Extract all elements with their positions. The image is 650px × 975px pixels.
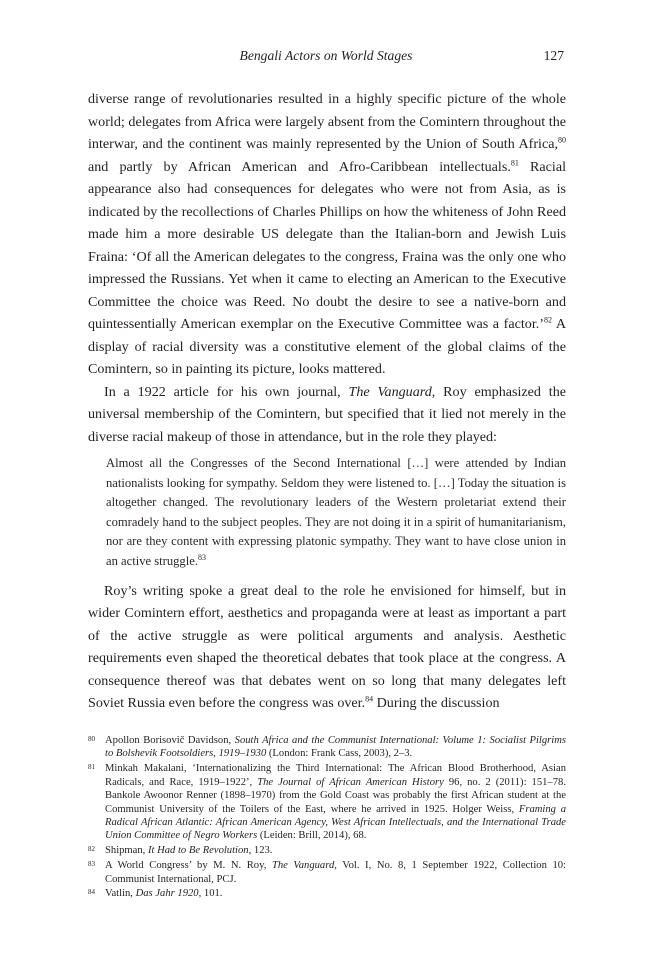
- text-span: Minkah Makalani, ‘Internationalizing the Third International: The African Blood Brotherhood, Asian Radicals, and Race, 1919–1922’,: [105, 763, 566, 788]
- running-title: Bengali Actors on World Stages: [239, 48, 413, 63]
- paragraph: [88, 381, 566, 449]
- footnote: [88, 762, 566, 842]
- text-span: Racial appearance also had consequences for delegates who were not from Asia, as is indicated by the recollections of Charles Phillips on how the whiteness of John Reed made him a more desirable US delegate than the Italian-born and Jewish Luis Fraina: ‘Of all the American delegates to the congress, Fraina was the only one who impressed the Russians. Yet when it came to electing an American to the Executive Committee the choice was Reed. No doubt the desire to see a native-born and quintessentially American exemplar on the Executive Committee was a factor.’: [88, 158, 566, 332]
- footnote-number: 82: [88, 845, 95, 854]
- block-quote: [106, 454, 566, 572]
- footnote-ref[interactable]: 82: [543, 315, 552, 325]
- cited-title: The Vanguard: [271, 860, 335, 872]
- page-number: 127: [543, 48, 564, 63]
- main-text: [88, 88, 566, 715]
- text-span: Apollon Borisovič Davidson,: [105, 735, 235, 746]
- text-span: In a 1922 article for his own journal,: [104, 383, 349, 400]
- journal-title: The Vanguard,: [348, 383, 436, 400]
- quote-text: Almost all the Congresses of the Second International […] were attended by Indian nationalists looking for sympathy. Seldom they were listened to. […] Today the situation is altogether changed. The revolutionary leaders of the Western proletariat extend their comradely hand to the subject peoples. They are not doing it in a spirit of humanitarianism, nor are they content with expressing platonic sympathy. They want to have close union in an active struggle.: [106, 456, 566, 568]
- footnote-ref[interactable]: 81: [510, 157, 519, 167]
- text-span: 96, no. 2 (2011): 151–78. Bankole Awoonor Renner (1898–1970) from the Gold Coast was probably the first African student at the Communist University of the Toilers of the East, where he arrived in 1925. Holger Weiss,: [105, 776, 566, 815]
- footnote: [88, 859, 566, 886]
- running-header: [88, 46, 564, 66]
- paragraph: [88, 580, 566, 715]
- footnotes: [88, 734, 566, 902]
- footnote: [88, 844, 566, 857]
- footnote: [88, 734, 566, 761]
- cited-title: Das Jahr 1920: [135, 888, 199, 900]
- cited-title: Framing a Radical African Atlantic: African American Agency, West African Intellectuals, and the International Trade Union Committee of Negro Workers: [105, 803, 566, 842]
- text-span: Roy’s writing spoke a great deal to the role he envisioned for himself, but in wider Comintern effort, aesthetics and propaganda were at least as important a part of the active struggle as were political arguments and analysis. Aesthetic requirements even shaped the theoretical debates that took place at the congress. A consequence thereof was that debates went on so long that many delegates left Soviet Russia even before the congress was over.: [88, 582, 566, 712]
- cited-title: The Journal of African American History: [257, 776, 444, 788]
- footnote-number: 81: [88, 763, 95, 772]
- text-span: Shipman,: [105, 845, 148, 857]
- text-span: A display of racial diversity was a constitutive element of the global claims of the Comintern, so in painting its picture, looks mattered.: [88, 316, 566, 377]
- text-span: Roy emphasized the universal membership of the Comintern, but specified that it lied not merely in the diverse racial makeup of those in attendance, but in the role they played:: [88, 383, 566, 445]
- text-span: , Vol. I, No. 8, 1 September 1922, Collection 10: Communist International, PCJ.: [105, 860, 566, 885]
- footnote-number: 80: [88, 735, 95, 743]
- text-span: diverse range of revolutionaries resulted in a highly specific picture of the whole world; delegates from Africa were largely absent from the Comintern throughout the interwar, and the continent was mainly represented by the Union of South Africa,: [88, 91, 566, 152]
- cited-title: South Africa and the Communist International: Volume 1: Socialist Pilgrims to Bolshevik Footsoldiers, 1919–1930: [105, 735, 567, 760]
- cited-title: It Had to Be Revolution: [147, 845, 249, 857]
- text-span: During the discussion: [373, 695, 500, 712]
- footnote-ref[interactable]: 80: [558, 135, 566, 145]
- text-span: (Leiden: Brill, 2014), 68.: [257, 830, 367, 842]
- text-span: , 123.: [248, 845, 273, 857]
- footnote-number: 83: [88, 860, 95, 869]
- text-span: and partly by African American and Afro-Caribbean intellectuals.: [88, 158, 511, 175]
- paragraph: [88, 88, 566, 381]
- text-span: Vatlin,: [105, 888, 136, 900]
- text-span: (London: Frank Cass, 2003), 2–3.: [266, 748, 413, 760]
- footnote-ref[interactable]: 83: [197, 552, 206, 562]
- text-span: A World Congress’ by M. N. Roy,: [105, 860, 272, 872]
- footnote-ref[interactable]: 84: [365, 694, 374, 704]
- text-span: , 101.: [198, 888, 223, 900]
- footnote: [88, 887, 566, 900]
- footnote-number: 84: [88, 888, 95, 897]
